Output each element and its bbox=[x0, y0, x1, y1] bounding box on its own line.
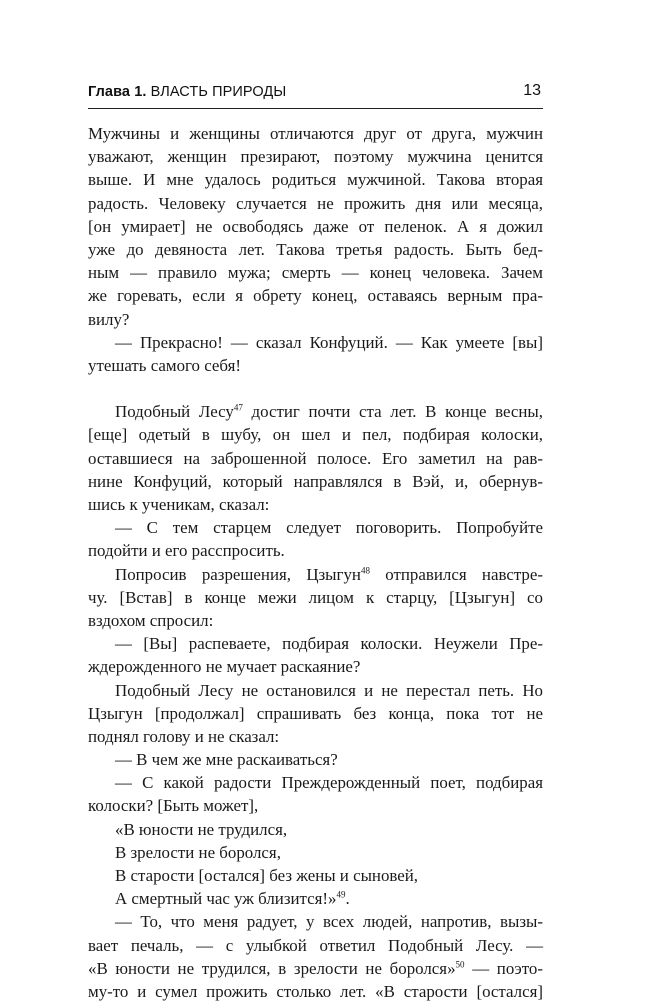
text-line: шись к ученикам, сказал: bbox=[88, 495, 270, 514]
text-line: же горевать, если я обрету конец, оставаясь верным пра- bbox=[88, 286, 543, 306]
text-line: радость. Человеку случается не прожить дня или месяца, bbox=[88, 193, 543, 213]
text-line: нине Конфуций, который направлялся в Вэй, и, обернув- bbox=[88, 471, 543, 491]
text-line bbox=[88, 400, 543, 423]
verse-line: В старости [остался] без жены и сыновей, bbox=[115, 866, 419, 885]
text-line: [он умирает] не освободясь даже от пеленок. А я дожил bbox=[88, 216, 543, 236]
text-fragment: А смертный час уж близится!» bbox=[115, 889, 337, 909]
text-line bbox=[88, 957, 543, 980]
text-line: утешать самого себя! bbox=[88, 355, 241, 375]
verse-line bbox=[88, 887, 543, 910]
text-line: подойти и его расспросить. bbox=[88, 541, 285, 561]
footnote-ref-49[interactable]: 49 bbox=[336, 889, 346, 900]
text-line: — С тем старцем следует поговорить. Попробуйте bbox=[115, 518, 543, 538]
header-rule bbox=[88, 108, 543, 109]
text-line: — [Вы] распеваете, подбирая колоски. Неужели Пре- bbox=[115, 634, 543, 654]
text-line: поднял голову и не сказал: bbox=[88, 726, 280, 746]
text-line: колоски? [Быть может], bbox=[88, 796, 259, 816]
text-line: — Прекрасно! — сказал Конфуций. — Как умеете [вы] bbox=[115, 332, 543, 352]
text-line: уже до девяноста лет. Такова третья радость. Быть бед- bbox=[88, 239, 543, 259]
text-line: вает печаль, — с улыбкой ответил Подобный Лесу. — bbox=[88, 935, 543, 955]
text-line: Мужчины и женщины отличаются друг от друга, мужчин bbox=[88, 124, 543, 143]
section-gap bbox=[88, 377, 543, 400]
body-text bbox=[88, 122, 543, 1003]
footnote-ref-50[interactable]: 50 bbox=[455, 959, 465, 970]
text-fragment: достиг почти ста лет. В конце весны, bbox=[242, 402, 543, 422]
text-line: вилу? bbox=[88, 309, 130, 329]
text-line: [еще] одетый в шубу, он шел и пел, подбирая колоски, bbox=[88, 425, 543, 445]
text-line: — В чем же мне раскаиваться? bbox=[115, 750, 338, 770]
chapter-label: Глава 1. bbox=[88, 84, 147, 100]
text-line bbox=[88, 563, 543, 586]
text-line: Подобный Лесу не остановился и не перестал петь. Но bbox=[115, 680, 543, 700]
chapter-title: ВЛАСТЬ ПРИРОДЫ bbox=[150, 84, 287, 100]
text-fragment: Попросив разрешения, Цзыгун bbox=[115, 564, 361, 584]
text-line: чу. [Встав] в конце межи лицом к старцу, [Цзыгун] со bbox=[88, 587, 543, 607]
text-line: му-то и сумел прожить столько лет. «В старости [остался] bbox=[88, 981, 543, 1001]
text-line: выше. И мне удалось родиться мужчиной. Такова вторая bbox=[88, 170, 543, 190]
page-number: 13 bbox=[523, 82, 541, 99]
chapter-heading bbox=[88, 84, 286, 100]
text-line: уважают, женщин презирают, поэтому мужчина ценится bbox=[88, 147, 543, 167]
text-line: — С какой радости Преждерожденный поет, подбирая bbox=[115, 773, 543, 793]
text-line: ждерожденного не мучает раскаяние? bbox=[88, 657, 361, 677]
footnote-ref-48[interactable]: 48 bbox=[360, 564, 370, 575]
text-line: Цзыгун [продолжал] спрашивать без конца, пока тот не bbox=[88, 703, 543, 723]
text-fragment: . bbox=[345, 889, 350, 909]
verse-line: В зрелости не боролся, bbox=[115, 842, 281, 862]
verse-line: «В юности не трудился, bbox=[115, 819, 288, 839]
text-fragment: — поэто- bbox=[464, 958, 543, 978]
footnote-ref-47[interactable]: 47 bbox=[233, 402, 243, 413]
text-fragment: Подобный Лесу bbox=[115, 402, 234, 422]
text-line: оставшиеся на заброшенной полосе. Его заметил на рав- bbox=[88, 448, 543, 468]
text-line: вздохом спросил: bbox=[88, 610, 214, 630]
text-line: ным — правило мужа; смерть — конец человека. Зачем bbox=[88, 263, 543, 283]
text-line: — То, что меня радует, у всех людей, напротив, вызы- bbox=[115, 912, 543, 932]
text-fragment: отправился навстре- bbox=[369, 564, 543, 584]
text-fragment: «В юности не трудился, в зрелости не боролся» bbox=[88, 958, 456, 978]
running-header bbox=[88, 82, 543, 106]
